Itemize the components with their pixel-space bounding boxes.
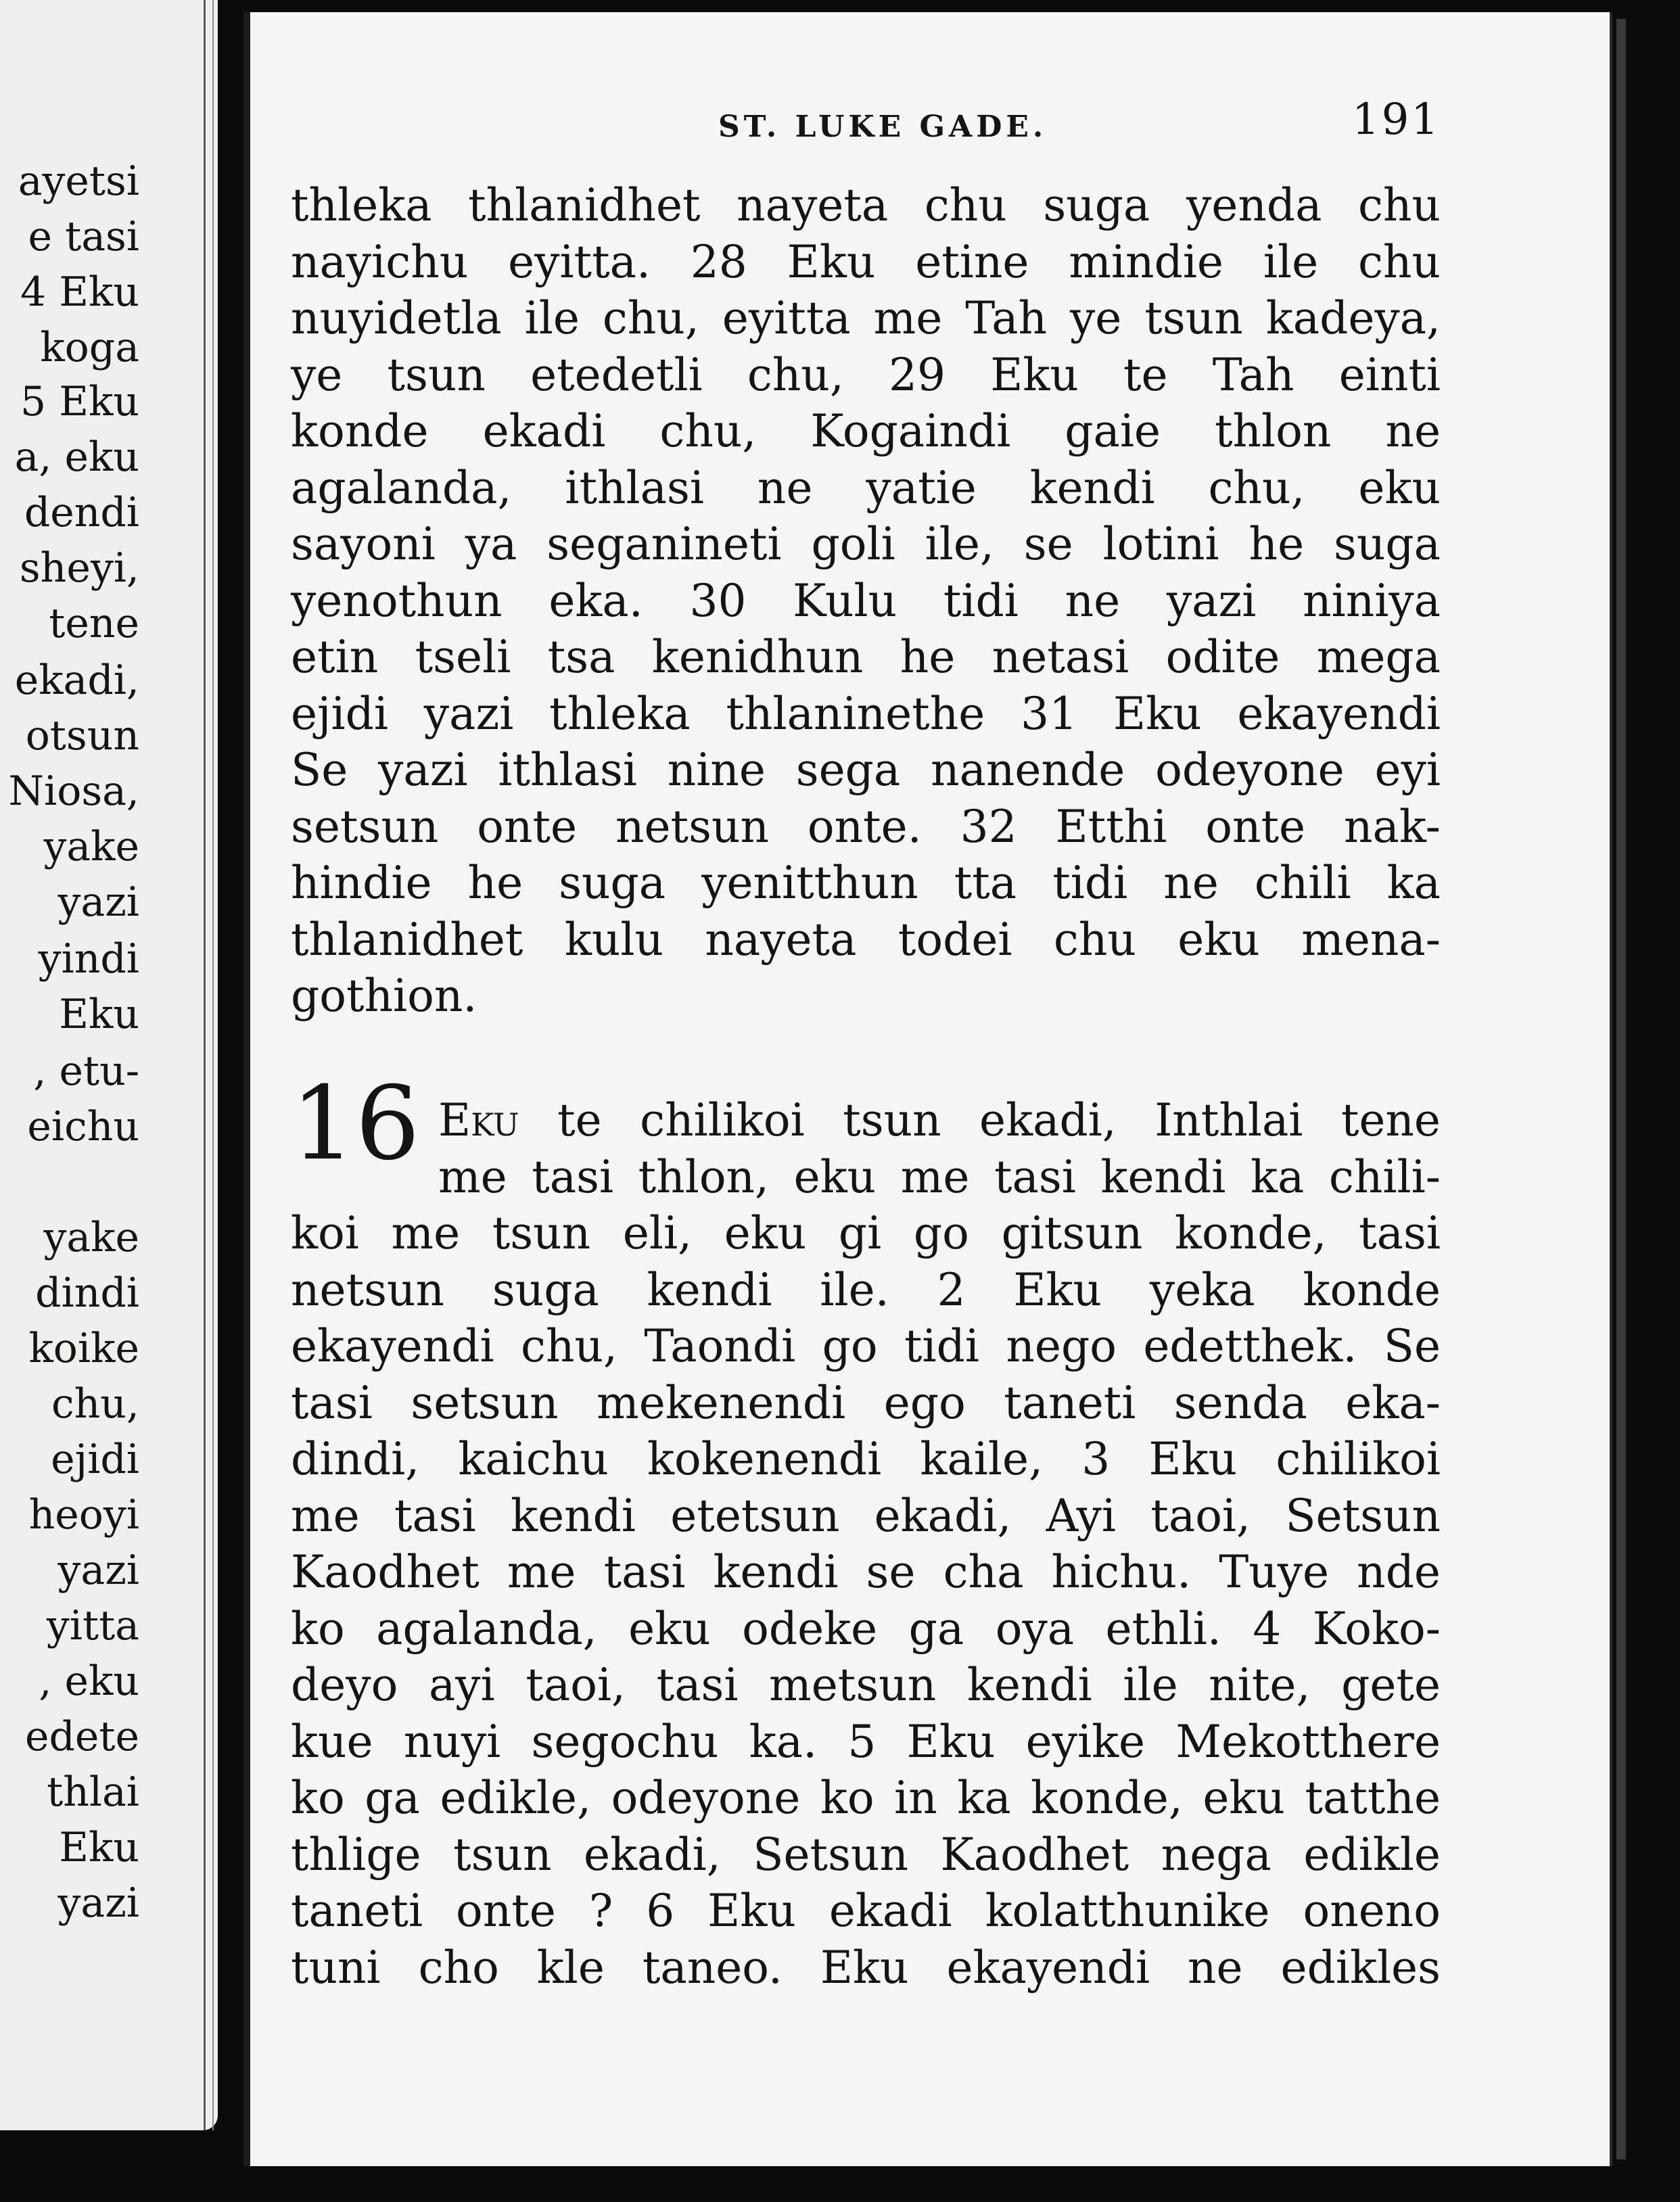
running-title: ST. LUKE GADE. [718,110,1048,144]
previous-page-line: dendi [24,489,139,536]
page-edge [204,0,214,2130]
text-line: me tasi kendi etetsun ekadi, Ayi taoi, Setsun [291,1489,1441,1542]
previous-page-line: yake [43,1214,139,1261]
previous-page-line: otsun [25,712,139,759]
previous-page-line: e tasi [28,213,139,260]
text-line: nuyidetla ile chu, eyitta me Tah ye tsun kadeya, [291,292,1441,344]
chapter-number: 16 [291,1065,420,1183]
text-line: thlanidhet kulu nayeta todei chu eku mena- [291,913,1441,966]
text-line: ekayendi chu, Taondi go tidi nego edetthek. Se [291,1320,1441,1372]
previous-page-line: yazi [57,1879,139,1927]
previous-page-line: koga [40,324,139,371]
previous-page-line: yitta [46,1602,139,1649]
text-line: taneti onte ? 6 Eku ekadi kolatthunike oneno [291,1885,1441,1937]
previous-page-line: yazi [57,1547,139,1594]
text-line: netsun suga kendi ile. 2 Eku yeka konde [291,1263,1441,1316]
chapter-15-ending [291,177,1441,1025]
previous-page-line: dindi [35,1269,139,1317]
previous-page-line: eichu [27,1103,139,1150]
chapter-16-start [291,1065,1441,1996]
text-line: tuni cho kle taneo. Eku ekayendi ne edikles [291,1941,1441,1994]
previous-page-line: Eku [59,1824,139,1871]
previous-page-line: , etu- [33,1048,139,1095]
previous-page-line: , eku [39,1658,139,1705]
previous-page-line: yindi [38,935,139,983]
previous-page-line: yake [43,823,139,870]
page-number: 191 [1351,95,1441,145]
text-line: me tasi thlon, eku me tasi kendi ka chili- [438,1150,1441,1203]
chapter-first-word: Eku [438,1094,519,1146]
previous-page-line: Eku [59,991,139,1038]
text-line: Kaodhet me tasi kendi se cha hichu. Tuye nde [291,1546,1441,1598]
text-line: hindie he suga yenitthun tta tidi ne chili ka [291,857,1441,909]
previous-page-line: 4 Eku [20,268,139,316]
text-line: konde ekadi chu, Kogaindi gaie thlon ne [291,405,1441,457]
text-line [438,1092,1441,1149]
text-line: ejidi yazi thleka thlaninethe 31 Eku ekayendi [291,687,1441,740]
previous-page-line: ejidi [51,1436,139,1483]
previous-page-line: sheyi, [19,544,139,592]
text-line: kue nuyi segochu ka. 5 Eku eyike Mekotthere [291,1715,1441,1768]
previous-page-line: chu, [51,1380,139,1428]
previous-page-line: ekadi, [14,657,139,704]
previous-page-line: tene [49,600,139,647]
text-line: deyo ayi taoi, tasi metsun kendi ile nite, gete [291,1659,1441,1711]
running-header [475,95,1441,149]
text-line: Se yazi ithlasi nine sega nanende odeyone eyi [291,744,1441,796]
previous-page-line: thlai [47,1768,139,1816]
text-line: agalanda, ithlasi ne yatie kendi chu, eku [291,461,1441,514]
previous-page-line: 5 Eku [20,378,139,425]
text-line: dindi, kaichu kokenendi kaile, 3 Eku chilikoi [291,1433,1441,1485]
text-line: sayoni ya seganineti goli ile, se lotini he suga [291,518,1441,570]
text-line: yenothun eka. 30 Kulu tidi ne yazi niniya [291,574,1441,627]
chapter-first-line-rest: te chilikoi tsun ekadi, Inthlai tene [519,1094,1441,1146]
text-line: thlige tsun ekadi, Setsun Kaodhet nega edikle [291,1828,1441,1881]
text-line: nayichu eyitta. 28 Eku etine mindie ile chu [291,235,1441,288]
text-line: koi me tsun eli, eku gi go gitsun konde, tasi [291,1207,1441,1259]
text-line: thleka thlanidhet nayeta chu suga yenda chu [291,179,1441,231]
previous-page-line: koike [28,1325,139,1372]
previous-page-line: yazi [57,879,139,926]
previous-page-line: heoyi [28,1491,139,1539]
previous-page-line: Niosa, [8,768,139,815]
previous-page-line: ayetsi [18,158,139,205]
text-line: ye tsun etedetli chu, 29 Eku te Tah einti [291,348,1441,401]
text-line: gothion. [291,970,477,1022]
previous-page-line: a, eku [14,434,139,481]
previous-page-line: edete [24,1713,139,1760]
text-line: ko ga edikle, odeyone ko in ka konde, eku tatthe [291,1772,1441,1824]
previous-page-strip [0,0,218,2130]
text-line: tasi setsun mekenendi ego taneti senda eka- [291,1376,1441,1429]
text-line: etin tseli tsa kenidhun he netasi odite mega [291,631,1441,683]
text-line: ko agalanda, eku odeke ga oya ethli. 4 Koko- [291,1602,1441,1655]
text-line: setsun onte netsun onte. 32 Etthi onte nak- [291,800,1441,853]
